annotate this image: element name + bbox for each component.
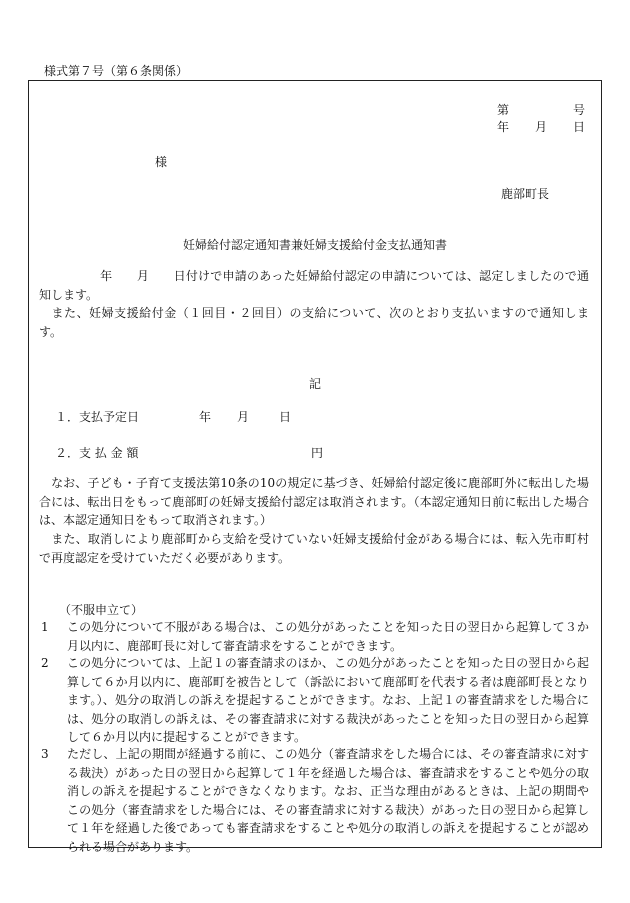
date-month: 月 [534,120,547,134]
payment-amount-label: ２．支 払 金 額 [55,446,139,460]
number-prefix: 第 [496,103,509,117]
paragraph-reapply: また、取消しにより鹿部町から支給を受けていない妊婦支援給付金がある場合には、転入先市町村で再度認定を受けていただく必要があります。 [39,532,589,565]
appeal-heading: （不服申立て） [59,603,144,617]
paragraph-payment: また、妊婦支援給付金（１回目・２回目）の支給について、次のとおり支払いますので通知します。 [39,306,589,339]
date-day: 日 [572,120,585,134]
appeal-item-1 [41,618,589,655]
payment-date-month: 月 [237,410,250,424]
appeal-item-number: 2 [41,656,49,670]
appeal-item-2 [41,654,589,747]
paragraph-cancellation: なお、子ども・子育て支援法第10条の10の規定に基づき、妊婦給付認定後に鹿部町外に転出した場合には、転出日をもって鹿部町の妊婦支援給付認定は取消されます。（本認定通知日前に転出した場合は、本認定通知日をもって取消されます。） [39,476,589,528]
appeal-item-text: この処分について不服がある場合は、この処分があったことを知った日の翌日から起算して３か月以内に、鹿部町長に対して審査請求をすることができます。 [67,620,589,653]
document-number [497,101,585,120]
number-suffix: 号 [572,103,585,117]
payment-date-year: 年 [199,410,212,424]
payment-amount-row [55,444,323,463]
document-title: 妊婦給付認定通知書兼妊婦支援給付金支払通知書 [182,238,447,252]
payment-amount-unit: 円 [311,446,324,460]
document-date [497,118,585,137]
issuer-name: 鹿部町長 [500,187,549,201]
addressee: 様 [155,155,168,169]
document-frame [28,80,602,854]
appeal-item-number: 1 [41,620,49,634]
date-year: 年 [496,120,509,134]
payment-date-row [55,408,291,427]
payment-date-label: １．支払予定日 [55,410,140,424]
appeal-item-text: ただし、上記の期間が経過する前に、この処分（審査請求をした場合には、その審査請求に対する裁決）があった日の翌日から起算して１年を経過した場合は、審査請求をすることや処分の取消しの訴えを提起することができなくなります。なお、正当な理由があるときは、上記の期間やこの処分（審査請求をした場合には、その審査請求に対する裁決）があった日の翌日から起算して１年を経過した後であっても審査請求をすることや処分の取消しの訴えを提起することが認められる場合があります。 [67,747,589,854]
appeal-item-text: この処分については、上記１の審査請求のほか、この処分があったことを知った日の翌日から起算して６か月以内に、鹿部町を被告として（訴訟において鹿部町を代表する者は鹿部町長となります。）、処分の取消しの訴えを提起することができます。なお、上記１の審査請求をした場合には、処分の取消しの訴えは、その審査請求に対する裁決があったことを知った日の翌日から起算して６か月以内に提起することができます。 [67,656,589,745]
form-number-label: 様式第７号（第６条関係） [44,64,189,78]
appeal-item-3 [41,745,589,857]
ki-heading: 記 [308,377,321,391]
payment-date-day: 日 [279,410,292,424]
paragraph-approval: 年 月 日付けで申請のあった妊婦給付認定の申請については、認定しましたので通知します。 [39,269,589,302]
appeal-item-number: 3 [41,747,49,761]
